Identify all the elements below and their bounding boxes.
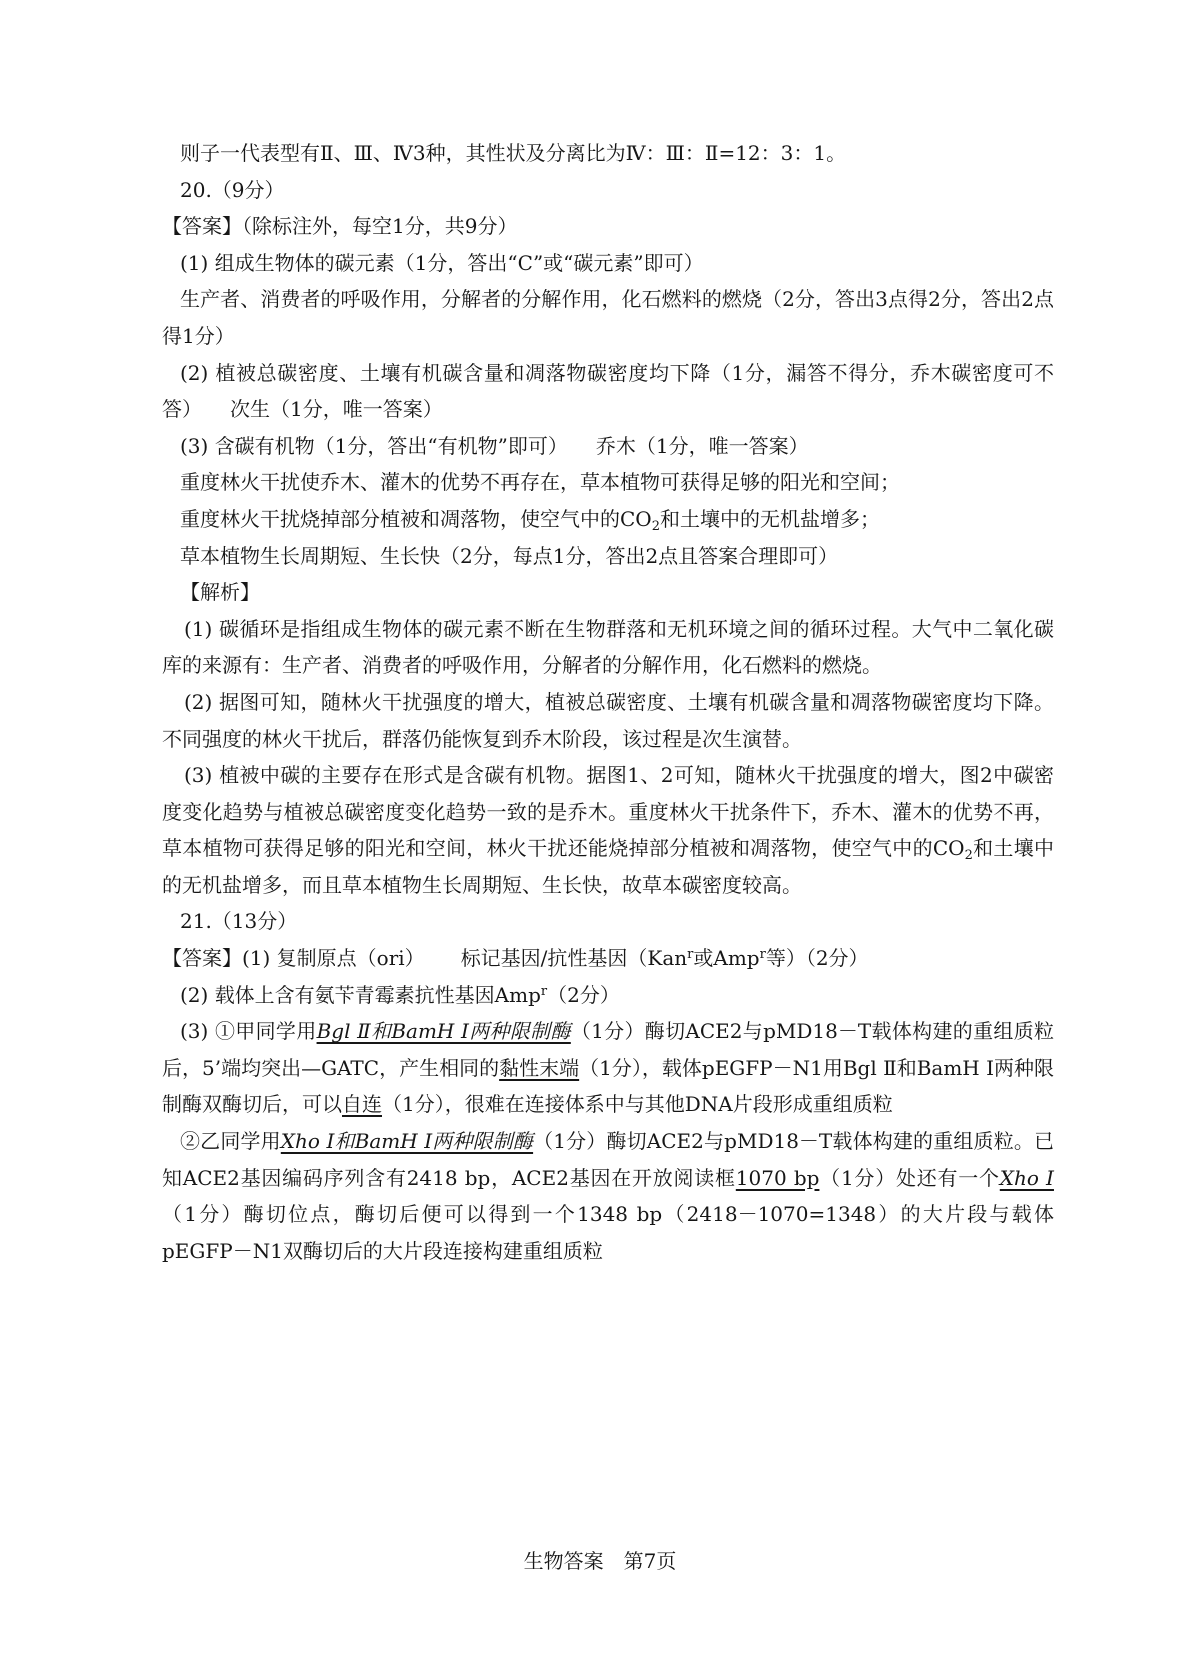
q19-conclusion: 则子一代表型有Ⅱ、Ⅲ、Ⅳ3种，其性状及分离比为Ⅳ：Ⅲ：Ⅱ=12：3：1。 xyxy=(180,141,847,165)
q21-answer-2: (2) 载体上含有氨苄青霉素抗性基因Amp$^r$（2分） xyxy=(180,982,620,1007)
q20-heading: 20.（9分） xyxy=(180,177,285,202)
q20-answer-1: (1) 组成生物体的碳元素（1分，答出“C”或“碳元素”即可） xyxy=(180,250,704,275)
q21-answer-1: 【答案】(1) 复制原点（ori） 标记基因/抗性基因（Kan$^r$或Amp$^r$等）（2分） xyxy=(162,946,869,971)
page-footer xyxy=(0,1545,1200,1574)
q21-answer-3-1: (3) ①甲同学用Bgl Ⅱ和BamH Ⅰ两种限制酶（1分）酶切ACE2与pMD18－T载体构建的重组质粒后，5’端均突出—GATC，产生相同的黏性末端（1分），载体pEGFP－N1用Bgl Ⅱ和BamH Ⅰ两种限制酶双酶切后，可以自连（1分），很难在连接体系中与其他DNA片段形成重组质粒 xyxy=(162,1019,1055,1117)
q20-analysis-3: (3) 植被中碳的主要存在形式是含碳有机物。据图1、2可知，随林火干扰强度的增大，图2中碳密度变化趋势与植被总碳密度变化趋势一致的是乔木。重度林火干扰条件下，乔木、灌木的优势不再，草本植物可获得足够的阳光和空间，林火干扰还能烧掉部分植被和凋落物，使空气中的$CO_2$和土壤中的无机盐增多，而且草本植物生长周期短、生长快，故草本碳密度较高。 xyxy=(162,763,1055,897)
q20-answer-3-point2: 重度林火干扰烧掉部分植被和凋落物，使空气中的$CO_2$和土壤中的无机盐增多； xyxy=(180,506,880,534)
q21-answer-3-2: ②乙同学用Xho Ⅰ和BamH Ⅰ两种限制酶（1分）酶切ACE2与pMD18－T载体构建的重组质粒。已知ACE2基因编码序列含有2418 bp，ACE2基因在开放阅读框1070 bp（1分）处还有一个Xho Ⅰ（1分）酶切位点，酶切后便可以得到一个1348 bp（2418－1070=1348）的大片段与载体pEGFP－N1双酶切后的大片段连接构建重组质粒 xyxy=(162,1129,1055,1263)
q21-heading: 21.（13分） xyxy=(180,909,298,934)
answer-body xyxy=(162,135,1054,1269)
q20-analysis-label: 【解析】 xyxy=(180,580,260,605)
q20-answer-3: (3) 含碳有机物（1分，答出“有机物”即可） 乔木（1分，唯一答案） xyxy=(180,433,809,458)
q20-answer-label: 【答案】（除标注外，每空1分，共9分） xyxy=(162,214,518,239)
q20-answer-1b: 生产者、消费者的呼吸作用，分解者的分解作用，化石燃料的燃烧（2分，答出3点得2分，答出2点得1分） xyxy=(162,287,1054,348)
q20-answer-3-point1: 重度林火干扰使乔木、灌木的优势不再存在，草本植物可获得足够的阳光和空间； xyxy=(180,470,900,495)
q20-answer-2: (2) 植被总碳密度、土壤有机碳含量和凋落物碳密度均下降（1分，漏答不得分，乔木碳密度可不答） 次生（1分，唯一答案） xyxy=(162,360,1054,422)
q20-analysis-1: (1) 碳循环是指组成生物体的碳元素不断在生物群落和无机环境之间的循环过程。大气中二氧化碳库的来源有：生产者、消费者的呼吸作用，分解者的分解作用，化石燃料的燃烧。 xyxy=(162,616,1054,678)
q20-answer-3-point3: 草本植物生长周期短、生长快（2分，每点1分，答出2点且答案合理即可） xyxy=(180,543,839,568)
page-number-label: 生物答案 第7页 xyxy=(523,1549,677,1573)
q20-analysis-2: (2) 据图可知，随林火干扰强度的增大，植被总碳密度、土壤有机碳含量和凋落物碳密度均下降。不同强度的林火干扰后，群落仍能恢复到乔木阶段，该过程是次生演替。 xyxy=(162,689,1054,751)
